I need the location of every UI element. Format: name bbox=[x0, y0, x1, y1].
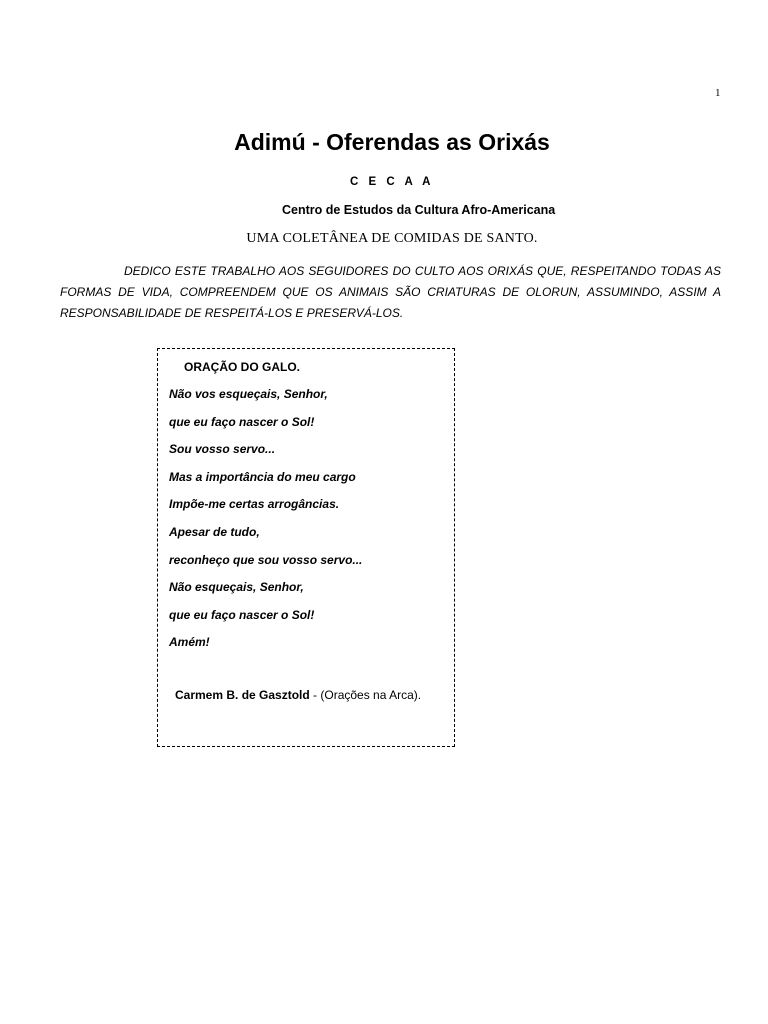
poem-line: Mas a importância do meu cargo bbox=[169, 469, 356, 484]
poem-line: Não vos esqueçais, Senhor, bbox=[169, 387, 328, 401]
org-acronym: C E C A A bbox=[350, 176, 434, 188]
poem-attribution bbox=[175, 688, 421, 702]
poem-line: que eu faço nascer o Sol! bbox=[169, 607, 315, 622]
poem-line: Não esqueçais, Senhor, bbox=[169, 580, 304, 595]
poem-line: que eu faço nascer o Sol! bbox=[169, 414, 315, 429]
page-number: 1 bbox=[715, 87, 721, 99]
poem-line: reconheço que sou vosso servo... bbox=[169, 552, 363, 567]
poem-line: Amém! bbox=[169, 635, 210, 650]
poem-title: ORAÇÃO DO GALO. bbox=[184, 360, 300, 374]
poem-line: Sou vosso servo... bbox=[169, 442, 276, 457]
document-subtitle: UMA COLETÂNEA DE COMIDAS DE SANTO. bbox=[246, 231, 538, 246]
dedication-paragraph: DEDICO ESTE TRABALHO AOS SEGUIDORES DO CULTO AOS ORIXÁS QUE, RESPEITANDO TODAS AS FORMAS DE VIDA, COMPREENDEM QUE OS ANIMAIS SÃO CRIATURAS DE OLORUN, ASSUMINDO, ASSIM A RESPONSABILIDADE DE RESPEITÁ-LOS E PRESERVÁ-LOS. bbox=[60, 264, 721, 320]
document-title: Adimú - Oferendas as Orixás bbox=[234, 129, 550, 155]
poem-line: Apesar de tudo, bbox=[169, 524, 260, 539]
poem-author: Carmem B. de Gasztold bbox=[175, 688, 310, 702]
poem-box bbox=[157, 348, 455, 747]
org-name: Centro de Estudos da Cultura Afro-Americana bbox=[282, 203, 556, 217]
poem-lines bbox=[169, 387, 362, 663]
poem-line: Impõe-me certas arrogâncias. bbox=[169, 497, 340, 512]
poem-source: - (Orações na Arca). bbox=[309, 688, 422, 702]
